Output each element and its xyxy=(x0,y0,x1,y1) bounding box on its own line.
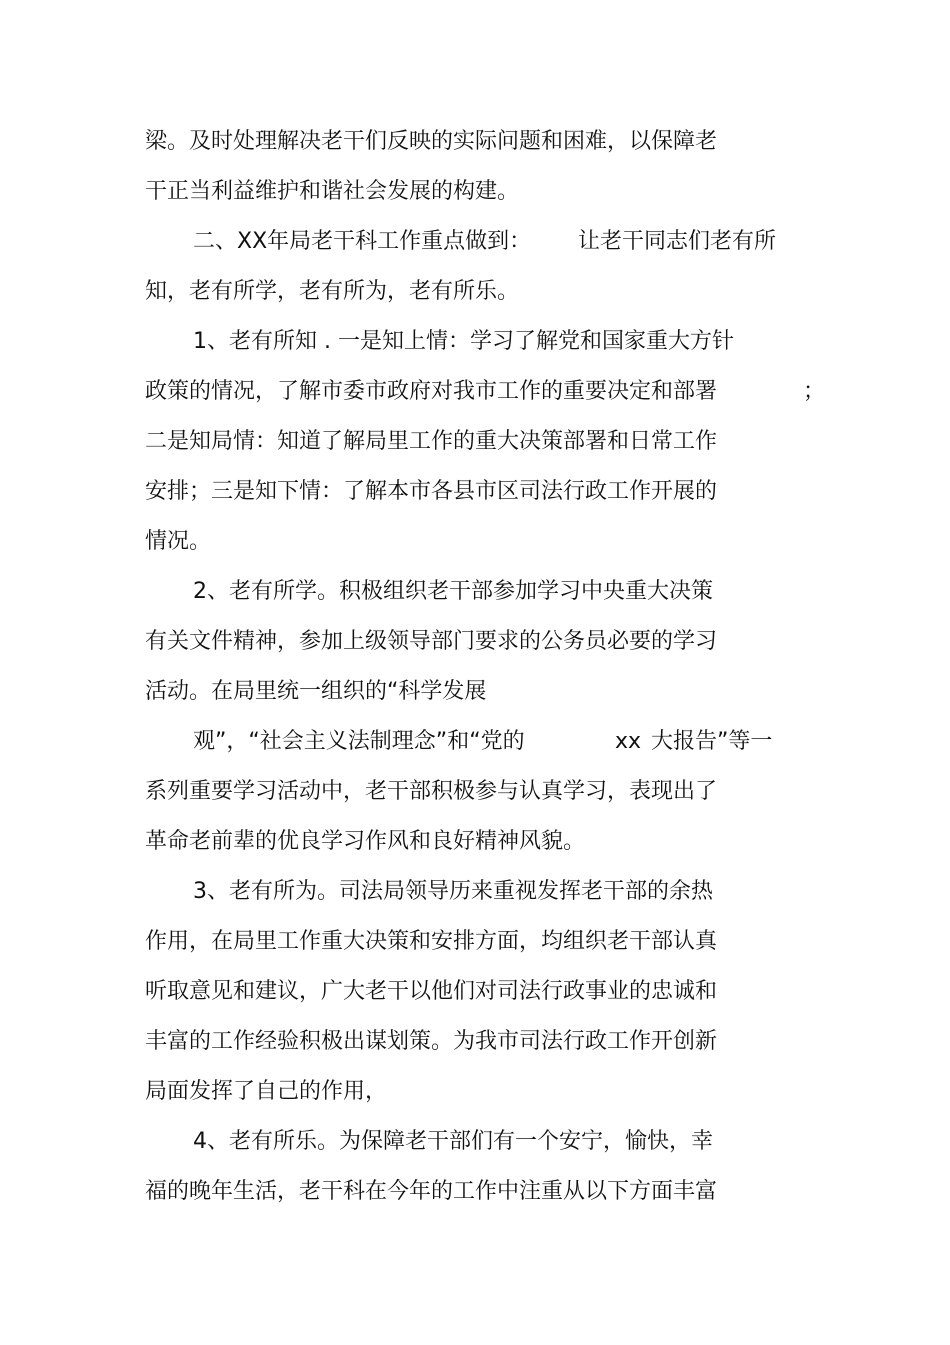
text-line: 听取意见和建议，广大老干以他们对司法行政事业的忠诚和 xyxy=(145,979,718,1004)
text-line: 1、老有所知 . 一是知上情：学习了解党和国家重大方针 xyxy=(193,329,734,354)
text-line: 丰富的工作经验积极出谋划策。为我市司法行政工作开创新 xyxy=(145,1029,718,1054)
text-line: 情况。 xyxy=(145,529,212,554)
text-line: 政策的情况，了解市委市政府对我市工作的重要决定和部署 xyxy=(145,379,718,404)
text-line: 活动。在局里统一组织的“科学发展 xyxy=(145,679,487,704)
text-line: 梁。及时处理解决老干们反映的实际问题和困难，以保障老 xyxy=(145,129,718,154)
text-line: ； xyxy=(803,379,826,404)
text-line: 干正当利益维护和谐社会发展的构建。 xyxy=(145,179,520,204)
text-line: 知，老有所学，老有所为，老有所乐。 xyxy=(145,279,520,304)
text-line: xx xyxy=(615,729,642,754)
text-line: 革命老前辈的优良学习作风和良好精神风貌。 xyxy=(145,829,586,854)
text-line: 2、老有所学。积极组织老干部参加学习中央重大决策 xyxy=(193,579,713,604)
text-line: 让老干同志们老有所 xyxy=(578,229,777,254)
text-line: 二是知局情：知道了解局里工作的重大决策部署和日常工作 xyxy=(145,429,718,454)
text-line: 大报告”等一 xyxy=(651,729,773,754)
text-line: 作用，在局里工作重大决策和安排方面，均组织老干部认真 xyxy=(145,929,718,954)
text-line: 局面发挥了自己的作用， xyxy=(145,1079,388,1104)
text-line: 4、老有所乐。为保障老干部们有一个安宁，愉快，幸 xyxy=(193,1129,713,1154)
text-line: 福的晚年生活，老干科在今年的工作中注重从以下方面丰富 xyxy=(145,1179,718,1204)
text-line: 安排；三是知下情：了解本市各县市区司法行政工作开展的 xyxy=(145,479,718,504)
text-line: 有关文件精神，参加上级领导部门要求的公务员必要的学习 xyxy=(145,629,718,654)
text-line: 观”，“社会主义法制理念”和“党的 xyxy=(193,729,525,754)
text-line: 二、XX年局老干科工作重点做到： xyxy=(193,229,532,254)
text-line: 系列重要学习活动中，老干部积极参与认真学习，表现出了 xyxy=(145,779,718,804)
text-line: 3、老有所为。司法局领导历来重视发挥老干部的余热 xyxy=(193,879,713,904)
